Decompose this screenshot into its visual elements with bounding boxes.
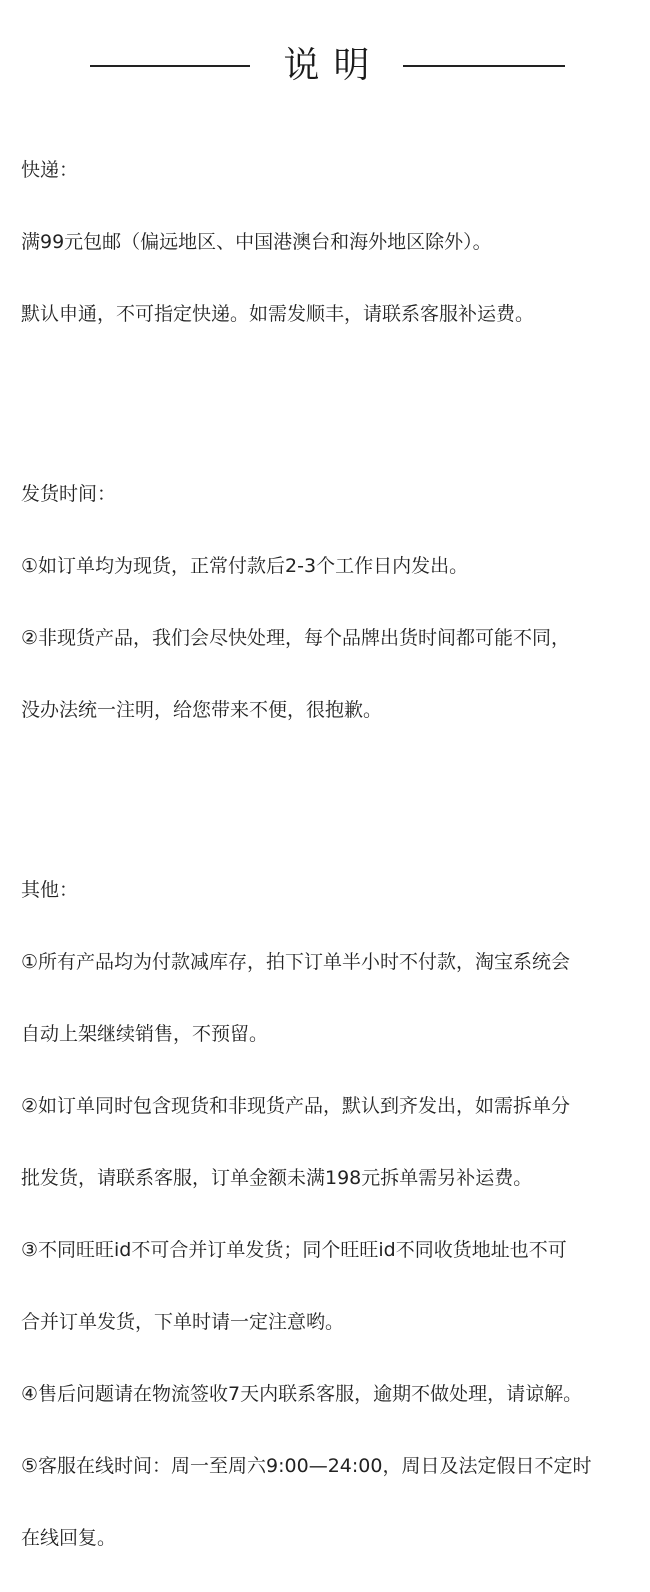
other-line: ③不同旺旺id不可合并订单发货；同个旺旺id不同收货地址也不可 bbox=[21, 1239, 567, 1261]
shipping-line: 默认申通，不可指定快递。如需发顺丰，请联系客服补运费。 bbox=[21, 303, 535, 325]
other-heading: 其他： bbox=[21, 879, 79, 901]
shipping-heading: 快递： bbox=[21, 159, 79, 181]
other-line: ⑤客服在线时间：周一至周六9:00—24:00，周日及法定假日不定时 bbox=[21, 1455, 592, 1477]
shipping-line: 满99元包邮（偏远地区、中国港澳台和海外地区除外）。 bbox=[21, 231, 492, 253]
delivery-time-line: ②非现货产品，我们会尽快处理，每个品牌出货时间都可能不同， bbox=[21, 627, 571, 649]
title-rule-right bbox=[403, 65, 565, 67]
page-header bbox=[0, 38, 650, 94]
other-line: 在线回复。 bbox=[21, 1527, 117, 1549]
other-line: 合并订单发货，下单时请一定注意哟。 bbox=[21, 1311, 345, 1333]
delivery-time-line: ①如订单均为现货，正常付款后2-3个工作日内发出。 bbox=[21, 555, 469, 577]
other-line: 自动上架继续销售，不预留。 bbox=[21, 1023, 269, 1045]
notice-content bbox=[21, 116, 641, 1592]
other-line: ①所有产品均为付款减库存，拍下订单半小时不付款，淘宝系统会 bbox=[21, 951, 571, 973]
delivery-time-heading: 发货时间： bbox=[21, 483, 117, 505]
title-rule-left bbox=[90, 65, 250, 67]
other-line: ②如订单同时包含现货和非现货产品，默认到齐发出，如需拆单分 bbox=[21, 1095, 571, 1117]
section-spacer bbox=[21, 764, 641, 800]
other-line: ④售后问题请在物流签收7天内联系客服，逾期不做处理，请谅解。 bbox=[21, 1383, 583, 1405]
section-spacer bbox=[21, 368, 641, 404]
delivery-time-line: 没办法统一注明，给您带来不便，很抱歉。 bbox=[21, 699, 383, 721]
other-line: 批发货，请联系客服，订单金额未满198元拆单需另补运费。 bbox=[21, 1167, 533, 1189]
page-title: 说明 bbox=[283, 45, 384, 86]
